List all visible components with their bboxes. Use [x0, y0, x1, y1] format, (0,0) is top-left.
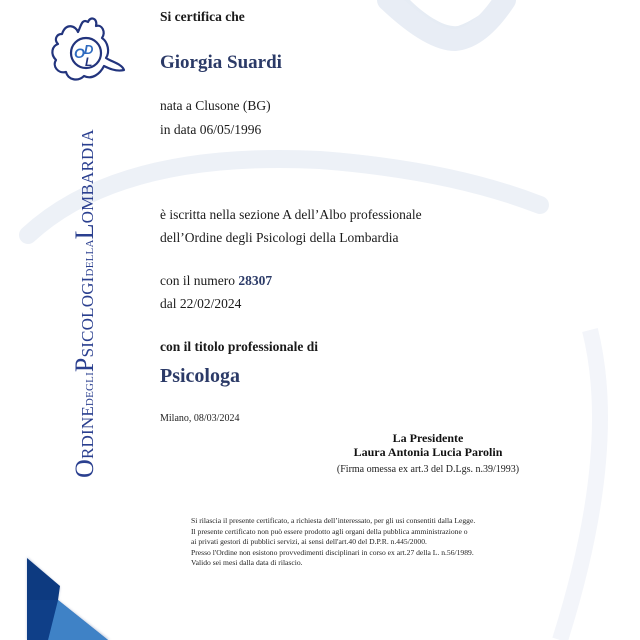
title-intro: con il titolo professionale di: [160, 339, 319, 354]
vertical-organization-name: [70, 129, 100, 478]
brand-part: L: [70, 223, 99, 240]
svg-text:O: O: [74, 45, 85, 61]
birth-date: in data 06/05/1996: [160, 122, 262, 137]
brand-part: DEGLI: [84, 372, 96, 407]
opl-logo: [48, 14, 128, 86]
signatory-name: Laura Antonia Lucia Parolin: [353, 445, 503, 459]
signature-note: (Firma omessa ex art.3 del D.Lgs. n.39/1993): [336, 464, 520, 475]
person-name: Giorgia Suardi: [160, 52, 282, 73]
signature-block: [298, 432, 558, 475]
brand-part: SICOLOGI: [78, 276, 97, 358]
brand-part: OMBARDIA: [78, 129, 97, 224]
number-prefix: con il numero: [160, 273, 239, 288]
enrollment-line-2: dell’Ordine degli Psicologi della Lombardia: [160, 230, 399, 245]
legal-note-line: Si rilascia il presente certificato, a richiesta dell’interessato, per gli usi consentiti dalla Legge.: [191, 516, 476, 525]
opl-logo-icon: [48, 14, 128, 86]
professional-title: Psicologa: [160, 365, 240, 387]
legal-notes: [191, 516, 475, 569]
brand-part: P: [70, 357, 99, 373]
birth-place: nata a Clusone (BG): [160, 98, 271, 113]
signatory-role: La Presidente: [392, 431, 464, 445]
brand-part: RDINE: [78, 406, 97, 460]
brand-part: DELLA: [84, 239, 96, 277]
legal-note-line: ai privati gestori di pubblici servizi, ai sensi dell'art.40 del D.P.R. n.445/2000.: [191, 537, 427, 547]
brand-part: O: [70, 459, 99, 478]
legal-note-line: Il presente certificato non può essere prodotto agli organi della pubblica amministrazione o: [191, 526, 468, 536]
registration-number: 28307: [238, 273, 273, 288]
registration-date: dal 22/02/2024: [160, 296, 242, 311]
legal-note-line: Presso l'Ordine non esistono provvedimenti disciplinari in corso ex art.27 della L. n.56/1989.: [191, 547, 474, 557]
enrollment-line-1: è iscritta nella sezione A dell’Albo professionale: [160, 207, 422, 222]
svg-text:L: L: [85, 55, 93, 69]
legal-note-line: Valido sei mesi dalla data di rilascio.: [191, 558, 303, 568]
registration-number-line: [160, 273, 272, 289]
certification-intro: Si certifica che: [160, 9, 245, 24]
svg-text:D: D: [84, 42, 94, 57]
place-date: Milano, 08/03/2024: [160, 413, 240, 424]
